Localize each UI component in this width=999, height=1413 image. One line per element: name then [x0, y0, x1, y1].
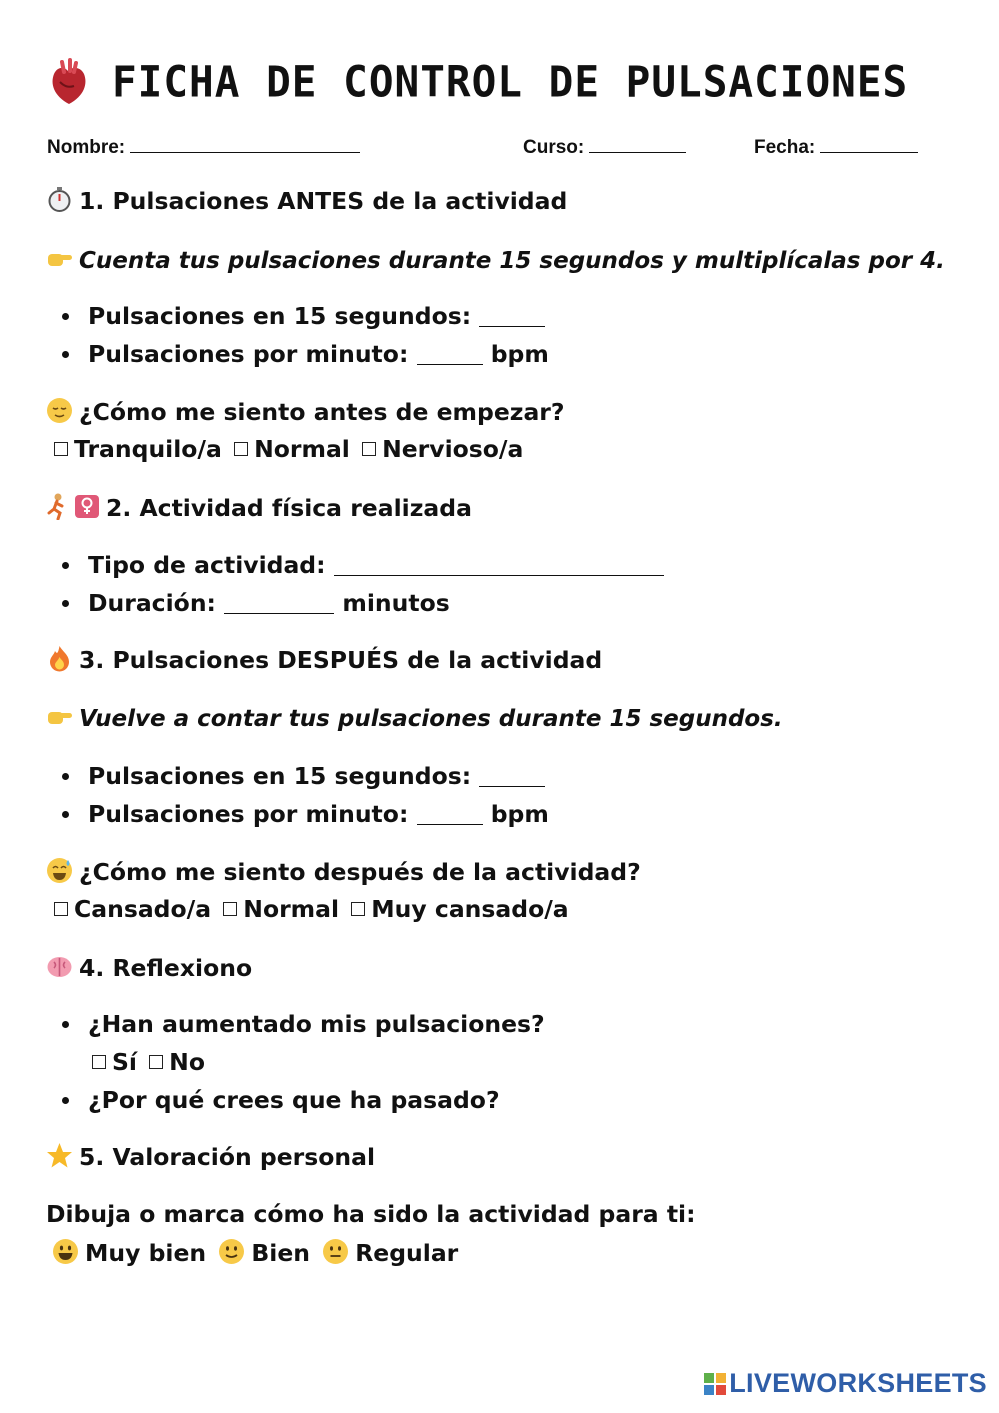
pulse-15s-before-blank[interactable]	[479, 308, 545, 327]
checkbox-si[interactable]	[92, 1055, 106, 1069]
section5-prompt: Dibuja o marca cómo ha sido la actividad para ti:	[46, 1200, 696, 1228]
pointing-hand-icon	[46, 245, 73, 272]
name-field[interactable]	[47, 136, 360, 160]
pointing-hand-icon	[46, 703, 73, 730]
name-label: Nombre:	[47, 137, 126, 158]
relieved-face-icon	[46, 397, 73, 424]
checkbox-normal-after[interactable]	[223, 902, 237, 916]
date-field[interactable]	[754, 136, 918, 160]
activity-type-blank[interactable]	[334, 557, 664, 576]
slightly-smiling-face-icon[interactable]	[218, 1238, 245, 1265]
grinning-face-icon[interactable]	[52, 1238, 79, 1265]
list-item: ¿Han aumentado mis pulsaciones?	[62, 1005, 545, 1043]
section3-list	[62, 757, 549, 833]
section5-heading: 5. Valoración personal	[46, 1142, 375, 1171]
date-blank[interactable]	[820, 136, 918, 153]
neutral-face-icon[interactable]	[322, 1238, 349, 1265]
list-item: Pulsaciones en 15 segundos:	[62, 757, 549, 795]
list-item: Pulsaciones por minuto: bpm	[62, 795, 549, 833]
feeling-before-options: Tranquilo/a Normal Nervioso/a	[50, 435, 523, 463]
checkbox-cansado[interactable]	[54, 902, 68, 916]
section1-heading: 1. Pulsaciones ANTES de la actividad	[46, 186, 567, 215]
section1-list	[62, 297, 549, 373]
name-blank[interactable]	[130, 136, 360, 153]
star-icon	[46, 1142, 73, 1169]
section3-heading: 3. Pulsaciones DESPUÉS de la actividad	[46, 645, 602, 674]
logo-text: LIVEWORKSHEETS	[729, 1368, 987, 1398]
section4-heading: 4. Reflexiono	[46, 953, 252, 982]
feeling-before-question: ¿Cómo me siento antes de empezar?	[46, 397, 565, 426]
section2-heading: 2. Actividad física realizada	[46, 493, 472, 522]
rating-options: Muy bien Bien Regular	[52, 1238, 458, 1267]
course-blank[interactable]	[589, 136, 686, 153]
fire-icon	[46, 645, 73, 672]
pulse-min-before-blank[interactable]	[417, 346, 483, 365]
pulse-min-after-blank[interactable]	[417, 806, 483, 825]
title-text: FICHA DE CONTROL DE PULSACIONES	[112, 56, 909, 108]
liveworksheets-logo-icon	[703, 1372, 727, 1396]
checkbox-no[interactable]	[149, 1055, 163, 1069]
q1-options: Sí No	[62, 1043, 545, 1081]
checkbox-normal-before[interactable]	[234, 442, 248, 456]
section1-instruction: Cuenta tus pulsaciones durante 15 segundos y multiplícalas por 4.	[46, 245, 945, 274]
liveworksheets-logo[interactable]	[703, 1368, 987, 1399]
pulse-15s-after-blank[interactable]	[479, 768, 545, 787]
feeling-after-question: ¿Cómo me siento después de la actividad?	[46, 857, 641, 886]
list-item: Duración: minutos	[62, 584, 664, 622]
date-label: Fecha:	[754, 137, 816, 158]
anatomical-heart-icon	[48, 58, 90, 106]
list-item: Tipo de actividad:	[62, 546, 664, 584]
list-item: Pulsaciones en 15 segundos:	[62, 297, 549, 335]
page-title	[48, 52, 948, 112]
feeling-after-options: Cansado/a Normal Muy cansado/a	[50, 895, 569, 923]
checkbox-nervioso[interactable]	[362, 442, 376, 456]
list-item: Pulsaciones por minuto: bpm	[62, 335, 549, 373]
course-label: Curso:	[523, 137, 585, 158]
checkbox-tranquilo[interactable]	[54, 442, 68, 456]
duration-blank[interactable]	[224, 595, 334, 614]
woman-running-icon	[46, 493, 100, 520]
sweat-smile-icon	[46, 857, 73, 884]
stopwatch-icon	[46, 186, 73, 213]
section4-list	[62, 1005, 545, 1119]
brain-icon	[46, 953, 73, 980]
course-field[interactable]	[523, 136, 686, 160]
section3-instruction: Vuelve a contar tus pulsaciones durante 15 segundos.	[46, 703, 783, 732]
checkbox-muy-cansado[interactable]	[351, 902, 365, 916]
section2-list	[62, 546, 664, 622]
list-item: ¿Por qué crees que ha pasado?	[62, 1081, 545, 1119]
